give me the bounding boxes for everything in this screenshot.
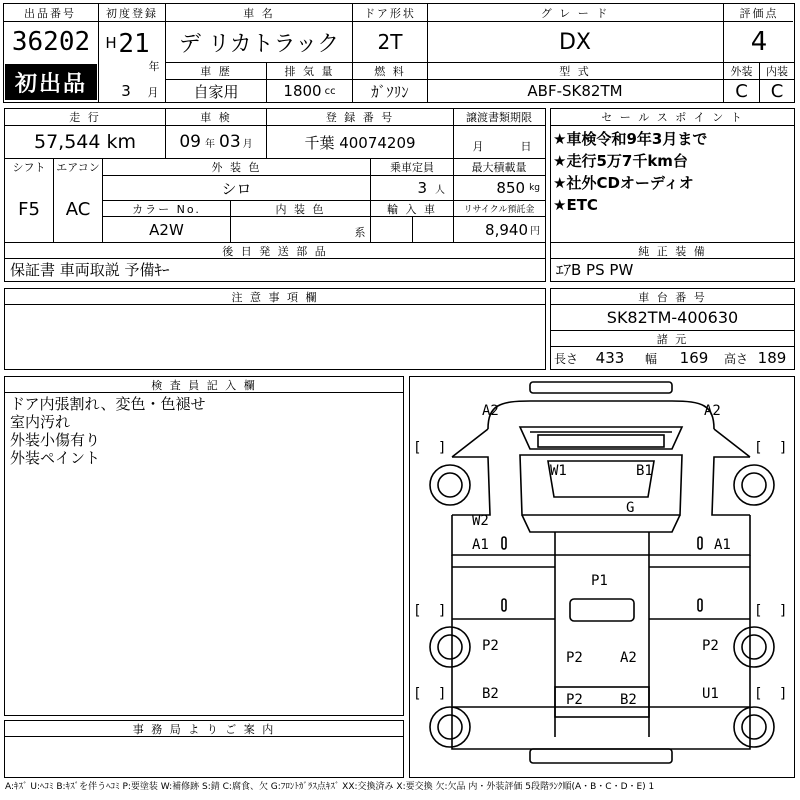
later-parts-text: 保証書 車両取説 予備ｷｰ	[10, 261, 170, 279]
history: 自家用	[193, 82, 239, 101]
width-label: 幅	[644, 351, 657, 366]
damage-mark: W1	[550, 463, 567, 479]
transfer-day-unit: 日	[520, 140, 532, 153]
score-label: 評価点	[739, 6, 779, 20]
chassis-number: SK82TM-400630	[606, 308, 739, 327]
transfer-month-unit: 月	[472, 140, 484, 153]
sales-point-item: ★ETC	[553, 196, 598, 214]
damage-mark: P2	[566, 692, 583, 708]
bracket-marker: [	[413, 686, 422, 702]
damage-mark: B2	[482, 686, 499, 702]
bracket-marker: ]	[438, 603, 447, 619]
inspection-label: 車 検	[200, 111, 232, 124]
reg-year-unit: 年	[148, 60, 160, 73]
mileage-label: 走 行	[69, 111, 101, 124]
dims-title: 諸 元	[656, 332, 689, 346]
length-label: 長さ	[553, 351, 578, 366]
shift: F5	[18, 198, 40, 220]
inspector-line: 室内汚れ	[10, 413, 71, 431]
reg-label: 初度登録	[106, 6, 158, 20]
displacement: 1800 cc	[283, 82, 336, 100]
color-no-label: カラー No.	[132, 202, 201, 216]
damage-mark: A1	[472, 537, 489, 553]
sales-point-item: ★走行5万7千km台	[553, 152, 688, 170]
interior-label: 内装	[766, 64, 788, 78]
interior-color-label: 内 装 色	[275, 202, 326, 216]
load-label: 最大積載量	[471, 161, 527, 174]
transfer-label: 譲渡書類期限	[466, 111, 532, 124]
interior-color-unit: 系	[354, 226, 366, 239]
import-label: 輸 入 車	[387, 202, 437, 216]
model-label: 型 式	[559, 64, 591, 78]
damage-mark: A2	[482, 403, 499, 419]
bracket-marker: ]	[779, 440, 788, 456]
factory-text: ｴｱB PS PW	[556, 261, 634, 279]
exterior-label: 外装	[730, 64, 753, 78]
car-name: デ リカトラック	[178, 31, 340, 57]
legend-text: A:ｷｽﾞ U:ﾍｺﾐ B:ｷｽﾞを伴うﾍｺﾐ P:要塗装 W:補修跡 S:錆 C:腐食、欠 G:ﾌﾛﾝﾄｶﾞﾗｽ点ｷｽﾞ XX:交換済み X:要交換 欠:欠品 内・外装評価 5段階ﾗﾝｸ順(A・B・C・D・E) 1	[5, 782, 655, 792]
max-load: 850 kg	[496, 179, 540, 197]
bracket-marker: [	[754, 686, 763, 702]
damage-mark: W2	[472, 513, 489, 529]
grade-label: グ レ ー ド	[540, 6, 610, 20]
color-label: 外 装 色	[211, 161, 262, 174]
grade: DX	[558, 29, 591, 55]
fuel: ｶﾞｿﾘﾝ	[371, 82, 409, 101]
reg-month: 3	[121, 82, 131, 100]
recycle-fee: 8,940 円	[485, 220, 540, 239]
model: ABF-SK82TM	[527, 82, 623, 100]
door-type: 2T	[377, 30, 403, 54]
recycle-label: リサイクル預託金	[463, 205, 535, 215]
damage-mark: P2	[482, 638, 499, 654]
later-parts-title: 後 日 発 送 部 品	[222, 244, 328, 258]
inspection-date: 09 年 03 月	[179, 132, 253, 152]
door-label: ドア形状	[364, 6, 416, 20]
reg-year: 21	[118, 29, 150, 59]
factory-title: 純 正 装 備	[638, 244, 707, 258]
first-listing-badge: 初出品	[5, 64, 97, 100]
inspector-line: 外装ペイント	[10, 449, 101, 467]
inspector-title: 検 査 員 記 入 欄	[151, 378, 257, 392]
damage-mark: B2	[620, 692, 637, 708]
score: 4	[750, 27, 768, 57]
damage-mark: U1	[702, 686, 719, 702]
bracket-marker: [	[413, 440, 422, 456]
lot-number: 36202	[11, 27, 91, 57]
fuel-label: 燃 料	[374, 64, 406, 78]
inspector-line: ドア内張割れ、変色・色褪せ	[10, 395, 206, 413]
bracket-marker: ]	[779, 686, 788, 702]
capacity-label: 乗車定員	[390, 161, 434, 174]
reg-era: H	[105, 34, 117, 52]
car-name-label: 車 名	[243, 6, 275, 20]
mileage: 57,544 km	[34, 131, 136, 153]
office-title: 事 務 局 よ り ご 案 内	[132, 722, 276, 736]
reg-month-unit: 月	[147, 86, 159, 99]
plate-label: 登 録 番 号	[325, 111, 395, 124]
exterior-grade: C	[735, 80, 748, 102]
damage-mark: A2	[704, 403, 721, 419]
height-value: 189	[757, 349, 787, 367]
chassis-title: 車 台 番 号	[638, 290, 707, 304]
color-no: A2W	[149, 220, 184, 239]
exterior-color: シロ	[221, 179, 252, 198]
bracket-marker: ]	[438, 686, 447, 702]
capacity: 3 人	[417, 179, 445, 197]
width-value: 169	[679, 349, 709, 367]
damage-mark: A2	[620, 650, 637, 666]
damage-mark: A1	[714, 537, 731, 553]
ac-label: エアコン	[56, 161, 100, 174]
bracket-marker: [	[413, 603, 422, 619]
damage-mark: P1	[591, 573, 608, 589]
plate-number: 千葉 40074209	[304, 133, 416, 152]
damage-mark: G	[626, 500, 635, 516]
displacement-label: 排 気 量	[284, 64, 335, 78]
sales-point-item: ★社外CDオーディオ	[553, 174, 694, 192]
history-label: 車 歴	[200, 64, 232, 78]
bracket-marker: ]	[438, 440, 447, 456]
shift-label: シフト	[12, 161, 46, 174]
sales-point-item: ★車検令和9年3月まで	[553, 130, 708, 148]
bracket-marker: [	[754, 603, 763, 619]
damage-mark: B1	[636, 463, 653, 479]
damage-mark: P2	[702, 638, 719, 654]
bracket-marker: [	[754, 440, 763, 456]
length-value: 433	[595, 349, 625, 367]
inspector-line: 外装小傷有り	[10, 431, 101, 449]
interior-grade: C	[770, 80, 784, 102]
bracket-marker: ]	[779, 603, 788, 619]
sales-points-title: セ ー ル ス ポ イ ン ト	[601, 111, 744, 124]
damage-mark: P2	[566, 650, 583, 666]
height-label: 高さ	[723, 351, 748, 366]
notes-title: 注 意 事 項 欄	[231, 290, 319, 304]
lot-label: 出品番号	[24, 6, 76, 20]
ac: AC	[65, 198, 91, 220]
